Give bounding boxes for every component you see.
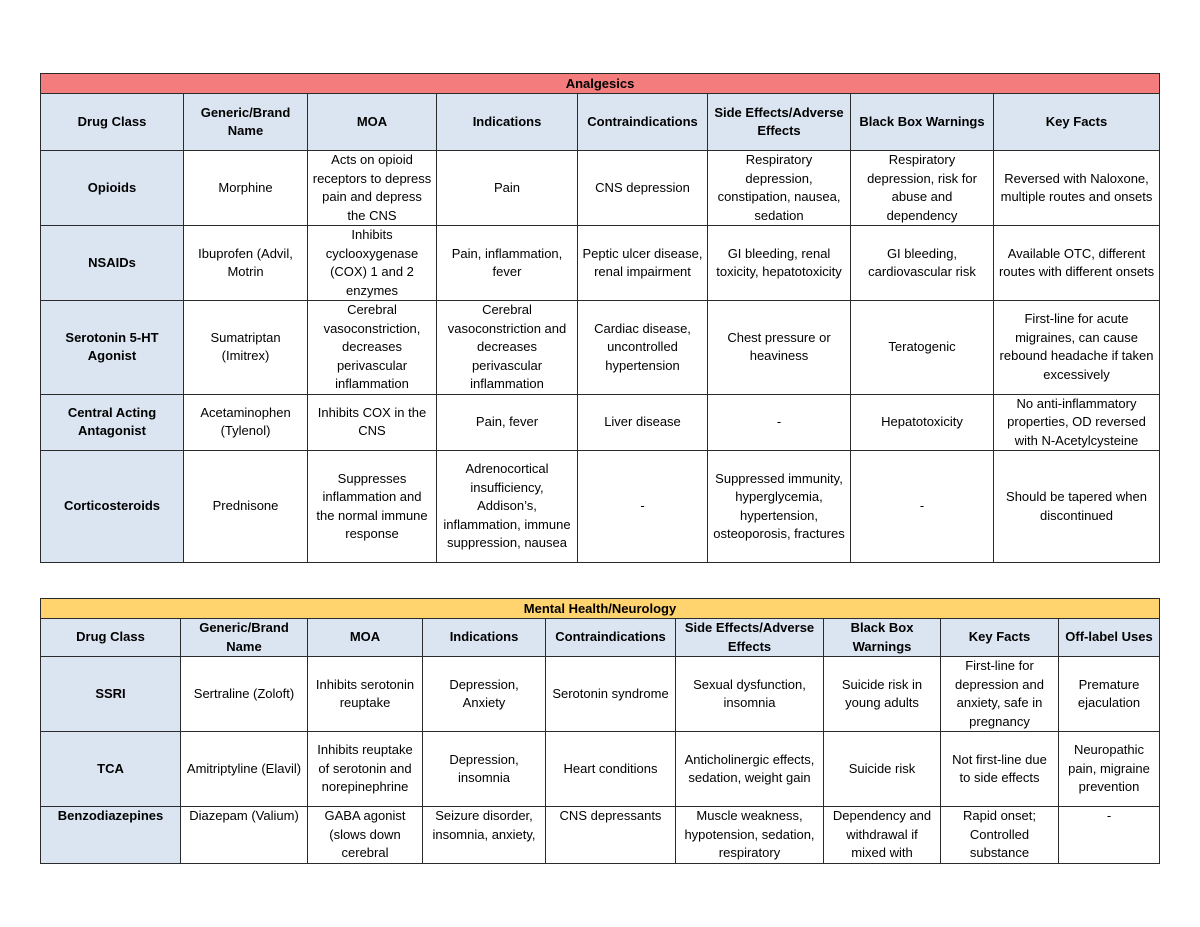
table-cell: Inhibits serotonin reuptake	[308, 657, 423, 732]
table-cell: GI bleeding, renal toxicity, hepatotoxicity	[708, 226, 851, 301]
column-header: MOA	[308, 619, 423, 657]
drug-class-cell: Opioids	[41, 151, 184, 226]
table-cell: Suicide risk in young adults	[824, 657, 941, 732]
column-header: Black Box Warnings	[824, 619, 941, 657]
table-cell: Liver disease	[578, 394, 708, 451]
column-header: Generic/Brand Name	[184, 94, 308, 151]
table-cell: Suppressed immunity, hyperglycemia, hypertension, osteoporosis, fractures	[708, 451, 851, 563]
column-header: Indications	[437, 94, 578, 151]
table-cell: Depression, Anxiety	[423, 657, 546, 732]
table-cell: Cerebral vasoconstriction, decreases perivascular inflammation	[308, 301, 437, 395]
drug-class-cell: Corticosteroids	[41, 451, 184, 563]
table-cell: Respiratory depression, constipation, nausea, sedation	[708, 151, 851, 226]
mental-health-header-row	[41, 619, 1160, 657]
table-cell: Serotonin syndrome	[546, 657, 676, 732]
table-cell: Cardiac disease, uncontrolled hypertension	[578, 301, 708, 395]
drug-class-cell: TCA	[41, 732, 181, 807]
table-cell: Inhibits COX in the CNS	[308, 394, 437, 451]
table-cell: Premature ejaculation	[1059, 657, 1160, 732]
table-cell: Muscle weakness, hypotension, sedation, respiratory	[676, 807, 824, 864]
table-cell: CNS depressants	[546, 807, 676, 864]
table-cell: Adrenocortical insufficiency, Addison’s, inflammation, immune suppression, nausea	[437, 451, 578, 563]
column-header: Drug Class	[41, 94, 184, 151]
table-cell: Sertraline (Zoloft)	[181, 657, 308, 732]
table-cell: CNS depression	[578, 151, 708, 226]
drug-class-cell: Serotonin 5-HT Agonist	[41, 301, 184, 395]
column-header: Side Effects/Adverse Effects	[708, 94, 851, 151]
column-header: Contraindications	[546, 619, 676, 657]
column-header: MOA	[308, 94, 437, 151]
table-cell: Depression, insomnia	[423, 732, 546, 807]
table-cell: First-line for depression and anxiety, safe in pregnancy	[941, 657, 1059, 732]
table-cell: Acetaminophen (Tylenol)	[184, 394, 308, 451]
table-row	[41, 657, 1160, 732]
table-cell: Pain, inflammation, fever	[437, 226, 578, 301]
table-cell: -	[1059, 807, 1160, 864]
table-cell: Morphine	[184, 151, 308, 226]
table-cell: -	[578, 451, 708, 563]
drug-class-cell: NSAIDs	[41, 226, 184, 301]
table-cell: -	[708, 394, 851, 451]
table-cell: Reversed with Naloxone, multiple routes and onsets	[994, 151, 1160, 226]
drug-class-cell: Benzodiazepines	[41, 807, 181, 864]
table-cell: Suppresses inflammation and the normal immune response	[308, 451, 437, 563]
table-row	[41, 732, 1160, 807]
drug-class-cell: SSRI	[41, 657, 181, 732]
column-header: Key Facts	[941, 619, 1059, 657]
table-cell: Sexual dysfunction, insomnia	[676, 657, 824, 732]
column-header: Key Facts	[994, 94, 1160, 151]
table-cell: No anti-inflammatory properties, OD reversed with N-Acetylcysteine	[994, 394, 1160, 451]
column-header: Drug Class	[41, 619, 181, 657]
table-cell: Anticholinergic effects, sedation, weight gain	[676, 732, 824, 807]
table-row	[41, 226, 1160, 301]
table-cell: Amitriptyline (Elavil)	[181, 732, 308, 807]
column-header: Side Effects/Adverse Effects	[676, 619, 824, 657]
table-cell: Teratogenic	[851, 301, 994, 395]
table-cell: Pain	[437, 151, 578, 226]
column-header: Indications	[423, 619, 546, 657]
table-cell: Should be tapered when discontinued	[994, 451, 1160, 563]
table-cell: Hepatotoxicity	[851, 394, 994, 451]
table-cell: Peptic ulcer disease, renal impairment	[578, 226, 708, 301]
table-cell: Available OTC, different routes with different onsets	[994, 226, 1160, 301]
table-cell: Neuropathic pain, migraine prevention	[1059, 732, 1160, 807]
table-row	[41, 807, 1160, 864]
table-cell: Rapid onset; Controlled substance	[941, 807, 1059, 864]
table-cell: Suicide risk	[824, 732, 941, 807]
table-cell: Sumatriptan (Imitrex)	[184, 301, 308, 395]
table-row	[41, 451, 1160, 563]
table-row	[41, 151, 1160, 226]
column-header: Generic/Brand Name	[181, 619, 308, 657]
table-cell: Prednisone	[184, 451, 308, 563]
column-header: Black Box Warnings	[851, 94, 994, 151]
table-cell: Chest pressure or heaviness	[708, 301, 851, 395]
table-cell: Inhibits reuptake of serotonin and norepinephrine	[308, 732, 423, 807]
table-cell: Inhibits cyclooxygenase (COX) 1 and 2 enzymes	[308, 226, 437, 301]
analgesics-title: Analgesics	[41, 74, 1160, 94]
analgesics-header-row	[41, 94, 1160, 151]
table-cell: First-line for acute migraines, can cause rebound headache if taken excessively	[994, 301, 1160, 395]
table-cell: Heart conditions	[546, 732, 676, 807]
table-cell: Not first-line due to side effects	[941, 732, 1059, 807]
mental-health-table	[40, 598, 1160, 864]
table-cell: Seizure disorder, insomnia, anxiety,	[423, 807, 546, 864]
table-cell: Respiratory depression, risk for abuse and dependency	[851, 151, 994, 226]
table-cell: -	[851, 451, 994, 563]
table-cell: Acts on opioid receptors to depress pain and depress the CNS	[308, 151, 437, 226]
table-row	[41, 394, 1160, 451]
mental-health-title: Mental Health/Neurology	[41, 599, 1160, 619]
table-row	[41, 301, 1160, 395]
table-cell: Pain, fever	[437, 394, 578, 451]
table-cell: Ibuprofen (Advil, Motrin	[184, 226, 308, 301]
table-cell: Cerebral vasoconstriction and decreases perivascular inflammation	[437, 301, 578, 395]
table-cell: Diazepam (Valium)	[181, 807, 308, 864]
column-header: Contraindications	[578, 94, 708, 151]
analgesics-table	[40, 73, 1160, 563]
table-cell: GI bleeding, cardiovascular risk	[851, 226, 994, 301]
table-cell: GABA agonist (slows down cerebral	[308, 807, 423, 864]
table-cell: Dependency and withdrawal if mixed with	[824, 807, 941, 864]
column-header: Off-label Uses	[1059, 619, 1160, 657]
drug-class-cell: Central Acting Antagonist	[41, 394, 184, 451]
